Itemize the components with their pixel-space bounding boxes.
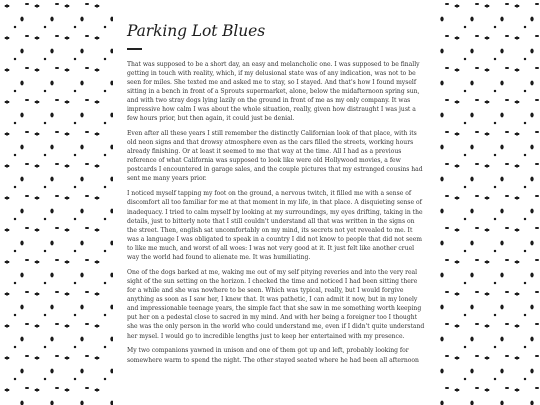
article-paragraph: That was supposed to be a short day, an easy and melancholic one. I was supposed to be finally getting in touch with reality, which, if my delusional state was of any indication, was not to be seen for miles. She texted me and asked me to stay, so I stayed. And that's how I found myself sitting in a bench in front of a Sprouts supermarket, alone, below the midafternoon spring sun, and with two stray dogs lying lazily on the ground in front of me as my only company. It was impressive how calm I was about the whole situation, really, given how distraught I was just a few hours prior, but then again, it could just be denial. bbox=[127, 60, 420, 123]
article-paragraph: Even after all these years I still remember the distinctly Californian look of that place, with its old neon signs and that drowsy atmosphere even as the cars filled the streets, working hours already finishing. Or at least it seemed to me that way at the time. All I had as a previous reference of what California was supposed to look like were old Hollywood movies, a few postcards I encountered in garage sales, and the couple pictures that my estranged cousins had sent me many years prior. bbox=[127, 129, 423, 183]
article-paragraph: One of the dogs barked at me, waking me out of my self pitying reveries and into the very real sight of the sun setting on the horizon. I checked the time and noticed I had been sitting there for a while and she was nowhere to be seen. Which was typical, really, but I would forgive anything as soon as I saw her, I knew that. It was pathetic, I can admit it now, but in my lonely and impressionable teenage years, the simple fact that she saw in me something worth keeping put her on a pedestal close to sacred in my mind. And with her being a foreigner too I thought she was the only person in the world who could understand me, even if I didn't quite understand her mysel. I would go to incredible lengths just to keep her entertained with my presence. bbox=[127, 268, 425, 340]
article-title: Parking Lot Blues bbox=[127, 22, 266, 40]
title-divider bbox=[127, 48, 142, 50]
article-container bbox=[113, 0, 439, 405]
article-paragraph: I noticed myself tapping my foot on the ground, a nervous twitch, it filled me with a sense of discomfort all too familiar for me at that moment in my life, in that place. A disquieting sense of inadequacy. I tried to calm myself by looking at my surroundings, my eyes drifting, taking in the details, just to bitterly note that I still couldn't understand all that was written in the signs on the street. Then, english sat uncomfortably on my mind, its secrets not yet revealed to me. It was a language I was obligated to speak in a country I did not know to people that did not seem to like me much, and worst of all woes: I was not very good at it. It just felt like another cruel way the world had found to alienate me. It was humiliating. bbox=[127, 190, 423, 261]
article-paragraph: My two companions yawned in unison and one of them got up and left, probably looking for somewhere warm to spend the night. The other stayed seated where he had been all afternoon bbox=[127, 347, 419, 364]
